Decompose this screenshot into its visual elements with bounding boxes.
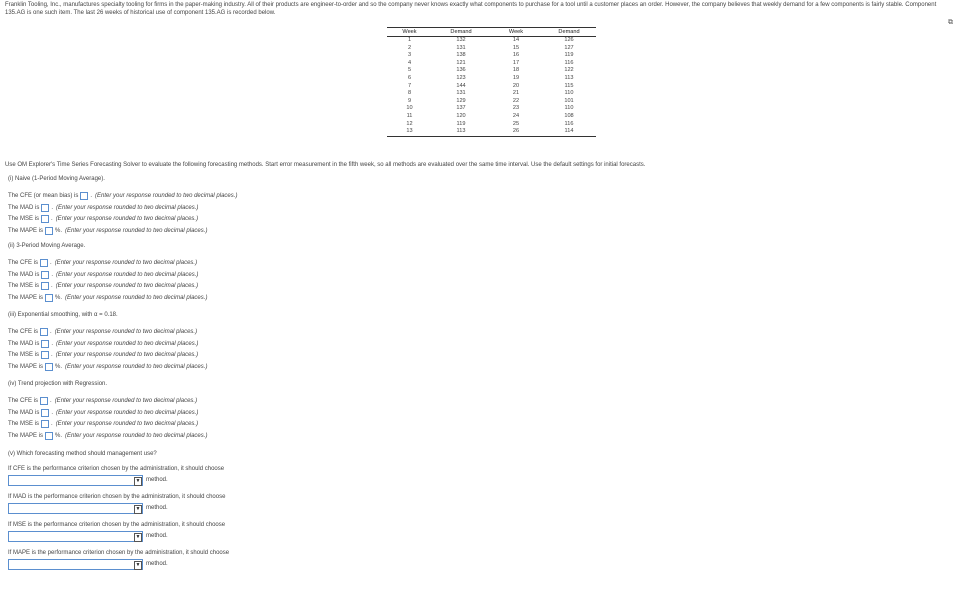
copy-data-icon[interactable]: ⧉	[948, 19, 953, 26]
answer-label: The CFE is	[8, 398, 39, 404]
section-title: (iii) Exponential smoothing, with α = 0.18.	[8, 312, 118, 318]
criterion-text: If MAPE is the performance criterion chosen by the administration, it should choose	[8, 550, 230, 556]
table-cell: 2	[407, 44, 412, 51]
answer-input[interactable]	[45, 294, 53, 302]
rounding-hint: (Enter your response rounded to two decimal places.)	[65, 433, 208, 440]
rounding-hint: (Enter your response rounded to two decimal places.)	[55, 421, 199, 428]
table-row	[387, 67, 596, 75]
table-cell: 21	[512, 90, 520, 97]
table-row	[387, 128, 596, 136]
table-cell: 26	[490, 128, 542, 136]
answer-line	[8, 339, 198, 349]
table-cell: 10	[406, 105, 413, 112]
answer-suffix: .	[51, 283, 53, 290]
table-cell: 14	[512, 37, 520, 43]
rounding-hint: (Enter your response rounded to two decimal places.)	[65, 228, 208, 235]
answer-label: The MAD is	[8, 340, 40, 347]
table-cell: 5	[407, 67, 412, 74]
answer-line	[8, 362, 207, 372]
rounding-hint: (Enter your response rounded to two decimal places.)	[55, 216, 199, 223]
method-dropdown[interactable]	[8, 475, 143, 486]
table-cell: 131	[456, 44, 466, 51]
rounding-hint: (Enter your response rounded to two decimal places.)	[54, 329, 198, 335]
table-cell: 23	[512, 105, 520, 112]
method-dropdown[interactable]	[8, 559, 143, 570]
rounding-hint: (Enter your response rounded to two decimal places.)	[55, 283, 199, 290]
method-suffix: method.	[146, 505, 168, 511]
answer-input[interactable]	[41, 204, 49, 212]
method-suffix: method.	[146, 477, 168, 483]
table-cell: 131	[456, 90, 466, 97]
table-row	[387, 105, 596, 113]
table-header-row	[387, 28, 596, 37]
method-dropdown-row	[8, 474, 168, 486]
answer-label: The MSE is	[8, 216, 40, 223]
answer-suffix: .	[51, 421, 53, 428]
table-cell: 110	[564, 105, 574, 112]
table-row	[387, 75, 596, 83]
rounding-hint: (Enter your response rounded to two decimal places.)	[56, 409, 199, 416]
answer-line	[8, 350, 198, 360]
method-suffix: method.	[146, 561, 168, 567]
answer-suffix: .	[51, 204, 54, 211]
rounding-hint: (Enter your response rounded to two decimal places.)	[54, 260, 198, 266]
table-row	[387, 121, 596, 129]
answer-line	[8, 293, 207, 303]
table-cell: 16	[512, 52, 520, 59]
table-cell: 127	[564, 44, 574, 51]
answer-suffix: %.	[55, 433, 63, 440]
section-title: (ii) 3-Period Moving Average.	[8, 243, 86, 249]
answer-line	[8, 214, 198, 224]
table-cell: 119	[564, 52, 574, 59]
chevron-down-icon[interactable]: ▼	[135, 477, 141, 484]
answer-input[interactable]	[45, 363, 53, 371]
rounding-hint: (Enter your response rounded to two decimal places.)	[65, 295, 208, 302]
answer-label: The MSE is	[8, 283, 40, 290]
demand-table	[387, 27, 596, 137]
chevron-down-icon[interactable]: ▼	[135, 505, 141, 512]
answer-suffix: .	[51, 352, 53, 359]
answer-input[interactable]	[40, 397, 48, 405]
table-cell: 22	[512, 97, 520, 104]
criterion-text: If MAD is the performance criterion chosen by the administration, it should choose	[8, 494, 226, 500]
table-row	[387, 37, 596, 45]
rounding-hint: (Enter your response rounded to two decimal places.)	[54, 398, 198, 404]
table-cell: 19	[512, 74, 520, 81]
table-cell: 126	[564, 37, 574, 43]
problem-intro: Franklin Tooling, Inc., manufactures specialty tooling for firms in the paper-making industry. All of their products are engineer-to-order and so the company never knows exactly what components to purchase for a tool until a customer places an order. However, the company believes that weekly demand for a few components is fairly stable. Component 135.AG is one such item. The last 26 weeks of historical use of component 135.AG is recorded below.	[5, 2, 937, 16]
table-cell: 114	[542, 128, 596, 136]
answer-label: The MAD is	[8, 409, 40, 416]
table-row	[387, 113, 596, 121]
answer-line	[8, 419, 198, 429]
answer-label: The MAD is	[8, 204, 40, 211]
table-row	[387, 90, 596, 98]
answer-label: The MSE is	[8, 352, 40, 359]
table-row	[387, 45, 596, 53]
answer-label: The CFE is	[8, 329, 39, 335]
table-cell: 136	[456, 67, 466, 74]
answer-input[interactable]	[41, 340, 49, 348]
table-cell: 113	[432, 128, 490, 136]
table-cell: 6	[407, 74, 412, 81]
answer-suffix: .	[51, 216, 53, 223]
table-cell: 18	[512, 67, 520, 74]
table-cell: 3	[407, 52, 412, 59]
table-cell: 132	[456, 37, 466, 43]
table-cell: 137	[456, 105, 466, 112]
answer-line	[8, 258, 197, 268]
table-cell: 138	[456, 52, 466, 59]
table-cell: 121	[456, 59, 466, 66]
criterion-text: If CFE is the performance criterion chosen by the administration, it should choose	[8, 466, 225, 472]
chevron-down-icon[interactable]: ▼	[135, 533, 141, 540]
table-cell: 13	[387, 128, 432, 136]
answer-label: The MAPE is	[8, 433, 44, 440]
header-week-1: Week	[387, 28, 432, 37]
answer-suffix: %.	[55, 364, 63, 371]
answer-line	[8, 327, 197, 337]
answer-label: The MAPE is	[8, 364, 44, 371]
table-cell: 110	[564, 90, 574, 97]
table-cell: 4	[407, 59, 412, 66]
answer-suffix: .	[50, 260, 52, 266]
table-row	[387, 52, 596, 60]
header-demand-1: Demand	[432, 28, 490, 37]
answer-suffix: %.	[55, 228, 63, 235]
table-cell: 119	[456, 120, 466, 127]
answer-line	[8, 226, 207, 236]
table-cell: 129	[456, 97, 466, 104]
section-title: (i) Naive (1-Period Moving Average).	[8, 176, 105, 182]
answer-input[interactable]	[45, 432, 53, 440]
answer-suffix: .	[51, 340, 54, 347]
section-title: (iv) Trend projection with Regression.	[8, 381, 108, 387]
rounding-hint: (Enter your response rounded to two decimal places.)	[56, 271, 199, 278]
table-cell: 9	[407, 97, 412, 104]
rounding-hint: (Enter your response rounded to two decimal places.)	[56, 340, 199, 347]
answer-input[interactable]	[41, 215, 49, 223]
answer-suffix: .	[50, 329, 52, 335]
answer-line	[8, 281, 198, 291]
answer-line	[8, 203, 198, 213]
answer-line	[8, 408, 198, 418]
criterion-text: If MSE is the performance criterion chosen by the administration, it should choose	[8, 522, 226, 528]
rounding-hint: (Enter your response rounded to two decimal places.)	[65, 364, 208, 371]
answer-input[interactable]	[41, 351, 49, 359]
answer-suffix: .	[90, 193, 93, 199]
answer-input[interactable]	[41, 420, 49, 428]
table-cell: 15	[512, 44, 520, 51]
answer-line	[8, 270, 198, 280]
answer-label: The MAPE is	[8, 228, 44, 235]
table-cell: 122	[564, 67, 574, 74]
header-demand-2: Demand	[542, 28, 596, 37]
table-cell: 20	[512, 82, 520, 89]
table-cell: 1	[407, 37, 412, 43]
answer-suffix: .	[51, 409, 54, 416]
table-row	[387, 98, 596, 106]
answer-suffix: .	[50, 398, 52, 404]
answer-label: The CFE (or mean bias) is	[8, 193, 79, 199]
table-row	[387, 83, 596, 91]
answer-input[interactable]	[40, 328, 48, 336]
method-dropdown-row	[8, 558, 168, 570]
answer-input[interactable]	[80, 192, 88, 200]
table-cell: 12	[406, 120, 413, 127]
answer-input[interactable]	[41, 282, 49, 290]
method-suffix: method.	[146, 533, 168, 539]
answer-label: The MSE is	[8, 421, 40, 428]
rounding-hint: (Enter your response rounded to two decimal places.)	[55, 352, 199, 359]
table-cell: 123	[456, 74, 466, 81]
answer-input[interactable]	[40, 259, 48, 267]
instructions-text: Use OM Explorer's Time Series Forecasting Solver to evaluate the following forecasting methods. Start error measurement in the fifth week, so all methods are evaluated over the same time interval. Use the default settings for initial forecasts.	[5, 162, 646, 168]
table-row	[387, 60, 596, 68]
table-cell: 17	[512, 59, 520, 66]
table-cell: 7	[407, 82, 412, 89]
chevron-down-icon[interactable]: ▼	[135, 561, 141, 568]
rounding-hint: (Enter your response rounded to two decimal places.)	[95, 193, 238, 199]
table-body	[387, 37, 596, 137]
rounding-hint: (Enter your response rounded to two decimal places.)	[56, 204, 199, 211]
header-week-2: Week	[490, 28, 542, 37]
table-cell: 116	[564, 59, 574, 66]
table-cell: 144	[456, 82, 466, 89]
table-cell: 11	[406, 112, 413, 119]
table-cell: 116	[564, 120, 574, 127]
answer-label: The MAPE is	[8, 295, 44, 302]
answer-input[interactable]	[41, 409, 49, 417]
table-cell: 108	[564, 112, 574, 119]
method-dropdown-row	[8, 502, 168, 514]
answer-line	[8, 396, 197, 406]
table-cell: 25	[512, 120, 520, 127]
method-dropdown-row	[8, 530, 168, 542]
answer-suffix: %.	[55, 295, 63, 302]
answer-suffix: .	[51, 271, 54, 278]
table-cell: 8	[407, 90, 412, 97]
answer-line	[8, 431, 207, 441]
answer-line	[8, 191, 237, 201]
answer-label: The CFE is	[8, 260, 39, 266]
table-cell: 120	[456, 112, 466, 119]
method-dropdown[interactable]	[8, 503, 143, 514]
table-cell: 113	[564, 74, 574, 81]
table-cell: 115	[564, 82, 574, 89]
answer-input[interactable]	[45, 227, 53, 235]
question-v-title: (v) Which forecasting method should management use?	[8, 451, 157, 457]
answer-label: The MAD is	[8, 271, 40, 278]
table-cell: 24	[512, 112, 520, 119]
table-cell: 101	[564, 97, 574, 104]
method-dropdown[interactable]	[8, 531, 143, 542]
answer-input[interactable]	[41, 271, 49, 279]
